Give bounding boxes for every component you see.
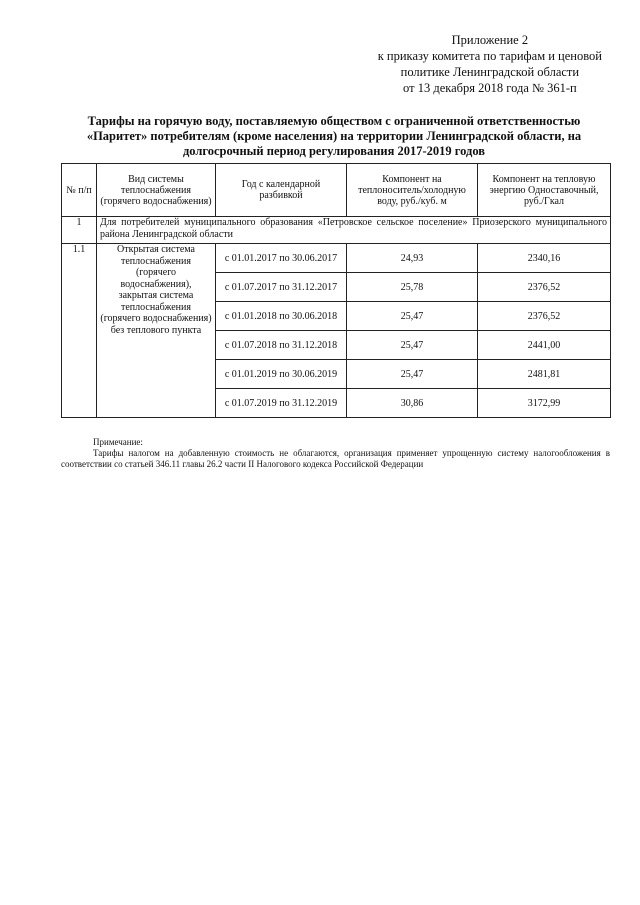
heat-energy-value: 2340,16 (478, 244, 611, 273)
heat-energy-value: 2376,52 (478, 302, 611, 331)
group-number: 1 (62, 217, 97, 244)
heat-carrier-value: 25,47 (347, 302, 478, 331)
title-line: Тарифы на горячую воду, поставляемую обществом с ограниченной ответственностью (87, 114, 581, 128)
title-line: долгосрочный период регулирования 2017-2019 годов (182, 144, 486, 158)
appendix-date-line: от 13 декабря 2018 года № 361-п (403, 81, 577, 95)
note-text: Тарифы налогом на добавленную стоимость не облагаются, организация применяет упрощенную систему налогообложения в соответствии со статьей 346.11 главы 26.2 части II Налогового кодекса Российской Федерации (61, 448, 610, 469)
table-row (62, 244, 611, 273)
period-cell: с 01.01.2018 по 30.06.2018 (216, 302, 347, 331)
document-title (60, 114, 608, 159)
period-cell: с 01.07.2019 по 31.12.2019 (216, 389, 347, 418)
heat-energy-value: 2441,00 (478, 331, 611, 360)
table-header-row (62, 164, 611, 217)
note-label: Примечание: (93, 437, 143, 447)
tariff-table (61, 163, 611, 418)
appendix-number: Приложение 2 (451, 33, 529, 47)
heat-carrier-value: 25,47 (347, 331, 478, 360)
appendix-reference (378, 32, 602, 96)
period-cell: с 01.01.2019 по 30.06.2019 (216, 360, 347, 389)
title-line: «Паритет» потребителям (кроме населения) на территории Ленинградской области, на (86, 129, 582, 143)
header-period: Год с календарной разбивкой (216, 164, 347, 217)
header-heat-carrier: Компонент на теплоноситель/холодную воду, руб./куб. м (347, 164, 478, 217)
heat-carrier-value: 25,78 (347, 273, 478, 302)
appendix-committee-line: политике Ленинградской области (400, 65, 580, 79)
heat-carrier-value: 24,93 (347, 244, 478, 273)
heat-energy-value: 2481,81 (478, 360, 611, 389)
heat-carrier-value: 30,86 (347, 389, 478, 418)
period-cell: с 01.07.2018 по 31.12.2018 (216, 331, 347, 360)
system-type-cell: Открытая система теплоснабжения (горячего водоснабжения), закрытая система теплоснабжения (горячего водоснабжения) без теплового пункта (97, 244, 216, 418)
group-consumer-label: Для потребителей муниципального образования «Петровское сельское поселение» Приозерского муниципального района Ленинградской области (97, 217, 611, 244)
header-system-type: Вид системы теплоснабжения (горячего водоснабжения) (97, 164, 216, 217)
header-number: № п/п (62, 164, 97, 217)
sub-number: 1.1 (62, 244, 97, 418)
period-cell: с 01.07.2017 по 31.12.2017 (216, 273, 347, 302)
heat-carrier-value: 25,47 (347, 360, 478, 389)
heat-energy-value: 3172,99 (478, 389, 611, 418)
group-row (62, 217, 611, 244)
appendix-order-line: к приказу комитета по тарифам и ценовой (377, 49, 602, 63)
period-cell: с 01.01.2017 по 30.06.2017 (216, 244, 347, 273)
footnote (61, 437, 610, 470)
header-heat-energy: Компонент на тепловую энергию Одноставочный, руб./Гкал (478, 164, 611, 217)
heat-energy-value: 2376,52 (478, 273, 611, 302)
